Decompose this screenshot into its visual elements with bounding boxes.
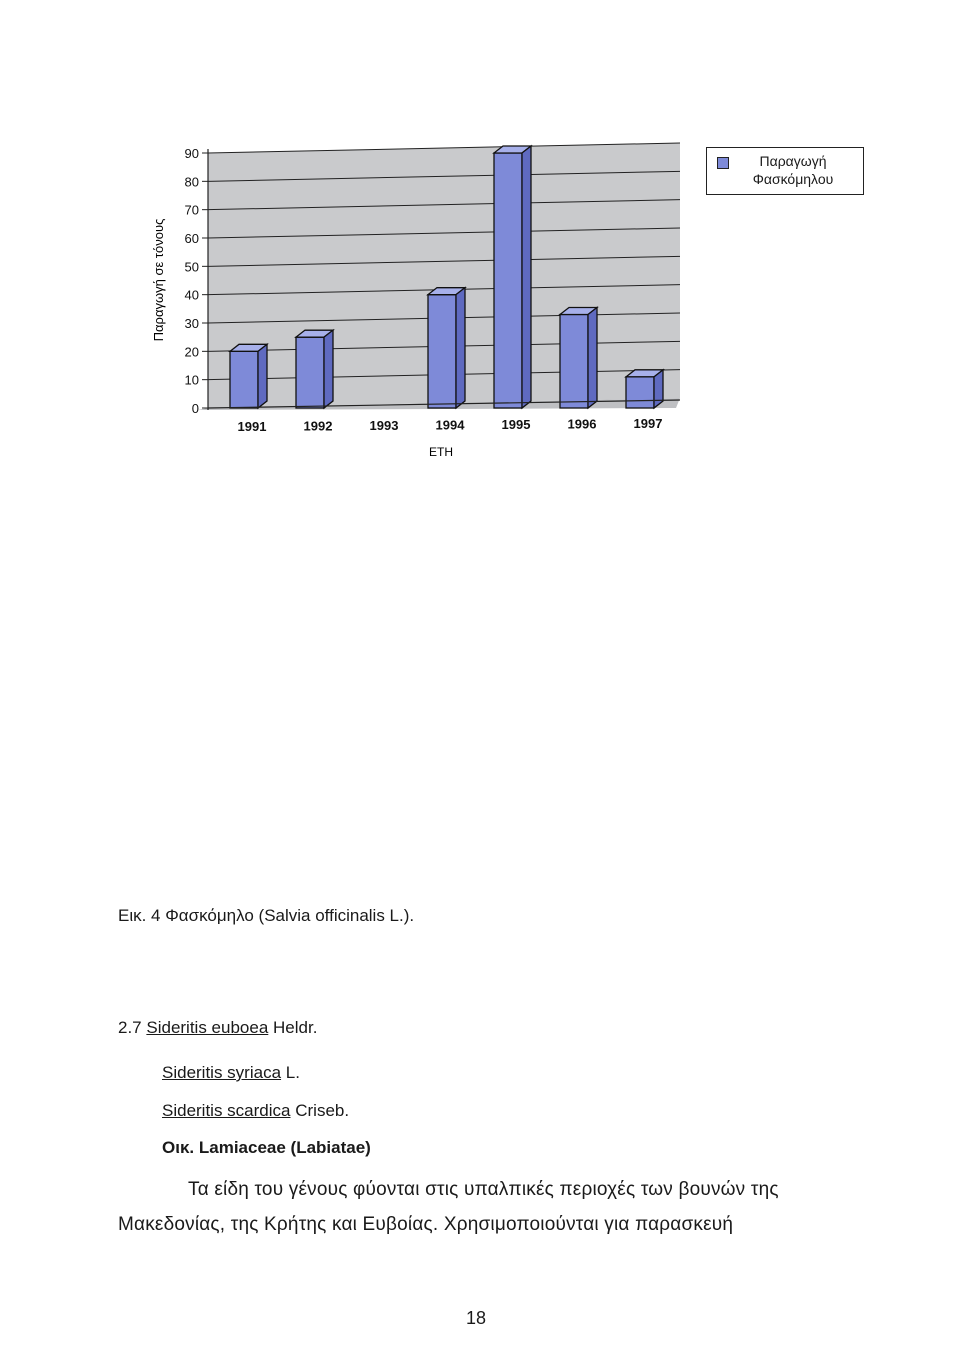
y-tick-label: 90 xyxy=(184,146,199,161)
bar-side xyxy=(588,308,597,409)
x-tick-label: 1996 xyxy=(567,416,597,432)
y-axis xyxy=(185,146,208,416)
bar-side xyxy=(456,288,465,408)
species-author-3: Criseb. xyxy=(295,1101,350,1120)
species-name-3: Sideritis scardica xyxy=(162,1101,291,1120)
bar-front xyxy=(494,153,522,408)
bar-front xyxy=(626,377,654,408)
species-author-1: Heldr. xyxy=(273,1018,318,1037)
y-tick-label: 30 xyxy=(184,316,199,331)
x-tick-label: 1995 xyxy=(501,417,531,432)
chart-legend xyxy=(706,147,864,195)
x-tick-label: 1993 xyxy=(369,418,399,433)
bar-chart xyxy=(0,0,960,470)
y-tick-label: 60 xyxy=(184,231,199,246)
legend-line-1: Παραγωγή xyxy=(759,153,827,169)
species-author-2: L. xyxy=(285,1063,300,1082)
bar-side xyxy=(522,146,531,408)
y-tick-label: 80 xyxy=(184,174,199,190)
legend-swatch xyxy=(717,157,729,169)
species-line-1 xyxy=(118,1018,317,1038)
bar-1991 xyxy=(230,344,267,408)
y-tick-label: 0 xyxy=(191,401,199,416)
bar-side xyxy=(654,370,663,408)
bar-front xyxy=(230,351,258,408)
species-line-2 xyxy=(162,1063,300,1083)
y-tick-label: 10 xyxy=(184,372,199,388)
body-line-1: Τα είδη του γένους φύονται στις υπαλπικές περιοχές των βουνών της xyxy=(188,1179,779,1200)
x-tick-label: 1991 xyxy=(237,419,267,434)
y-tick-label: 70 xyxy=(184,202,199,218)
species-name-2: Sideritis syriaca xyxy=(162,1063,282,1082)
bar-1992 xyxy=(296,330,333,408)
legend-line-2: Φασκόμηλου xyxy=(752,171,834,187)
species-name-1: Sideritis euboea xyxy=(146,1018,269,1037)
bar-front xyxy=(560,315,588,409)
y-axis-label: Παραγωγή σε τόνους xyxy=(151,218,166,342)
section-number: 2.7 xyxy=(118,1018,142,1037)
bar-1997 xyxy=(626,370,663,408)
bar-1995 xyxy=(494,146,531,408)
x-tick-label: 1994 xyxy=(435,417,465,433)
body-line-2: Μακεδονίας, της Κρήτης και Ευβοίας. Χρησιμοποιούνται για παρασκευή xyxy=(118,1214,734,1235)
bar-1996 xyxy=(560,308,597,409)
bar-side xyxy=(324,330,333,408)
bar-side xyxy=(258,344,267,408)
species-line-3 xyxy=(162,1101,349,1121)
page-number: 18 xyxy=(466,1308,487,1328)
y-tick-label: 50 xyxy=(184,259,199,275)
x-axis-label: ΕΤΗ xyxy=(429,445,453,459)
y-tick-label: 40 xyxy=(184,287,199,303)
y-tick-label: 20 xyxy=(184,344,199,360)
family-heading: Οικ. Lamiaceae (Labiatae) xyxy=(162,1138,371,1157)
bar-front xyxy=(296,337,324,408)
bar-front xyxy=(428,295,456,408)
x-tick-label: 1992 xyxy=(303,418,333,434)
bar-1994 xyxy=(428,288,465,408)
figure-caption: Εικ. 4 Φασκόμηλο (Salvia officinalis L.). xyxy=(118,906,415,925)
x-tick-label: 1997 xyxy=(633,416,663,431)
